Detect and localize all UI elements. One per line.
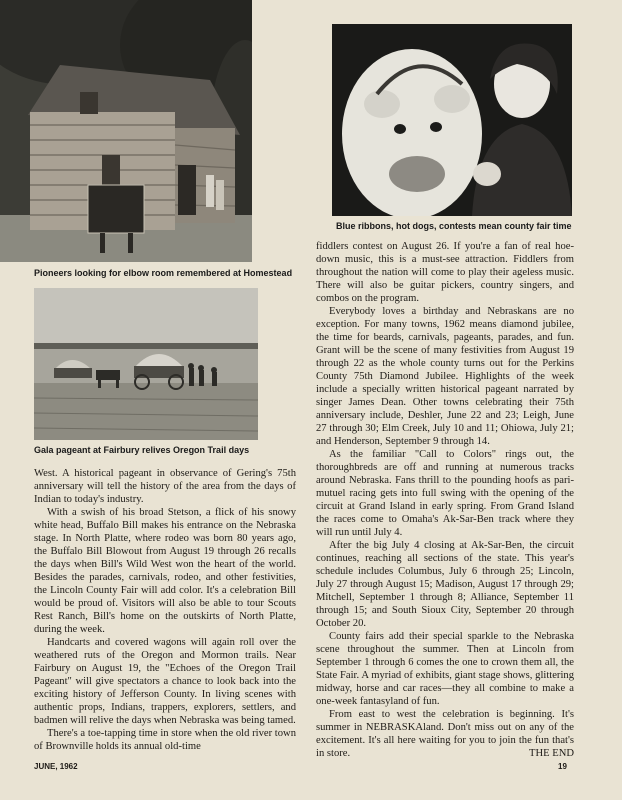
right-paragraph: After the big July 4 closing at Ak-Sar-Ben, the circuit continues, reaching all sections of the state. This year's schedule includes Columbus, July 6 through 25; Lincoln, July 27 through August 15; Madison, August 17 through 29; Mitchell, September 1 through 8; Alliance, September 11 through 15; and South Sioux City, September 20 through October 20. — [316, 540, 574, 629]
right-paragraph: As the familiar "Call to Colors" rings out, the thoroughbreds are off and running at numerous tracks around Nebraska. Fans thrill to the pounding hoofs as pari-mutuel racing gets into full swing with the opening of the circuit at Grand Island in early spring. From Grand Island the races come to Omaha's Ak-Sar-Ben track where they will run until July 4. — [316, 449, 574, 538]
right-paragraph: Everybody loves a birthday and Nebraskans are no exception. For many towns, 1962 means diamond jubilee, the time for beards, carnivals, pageants, parades, and fun. Grant will be the scene of many festivities from August 19 through 22 as the whole county turns out for the Perkins County 75th Diamond Jubilee. Highlights of the week include a specially written historical pageant narrated by singer James Dean. Other towns celebrating their 75th anniversary include, Deshler, June 22 and 23; Leigh, June 27 through 30; Elm Creek, July 10 and 11; Ohiowa, July 21; and Henderson, September 9 through 14. — [316, 306, 574, 447]
oregon-trail-photo — [34, 288, 258, 440]
left-paragraph: There's a toe-tapping time in store when the old river town of Brownville holds its annual old-time — [34, 728, 296, 752]
county-fair-photo — [332, 24, 572, 216]
right-paragraph: County fairs add their special sparkle to the Nebraska scene throughout the summer. Then at Lincoln from September 1 through 6 comes the one to crown them all, the State Fair. A myriad of exhibits, giant stage shows, glittering midway, horse and car races—they all combine to make a one-week fantasyland of fun. — [316, 631, 574, 707]
final-paragraph-text: From east to west the celebration is beginning. It's summer in NEBRASKAland. Don't miss out on any of the excitement. It's all here waiting for you to join the fun that's in store. — [316, 709, 574, 759]
homestead-photo — [0, 0, 252, 262]
left-paragraph: West. A historical pageant in observance of Gering's 75th anniversary will tell the history of the area from the days of Indian to today's industry. — [34, 468, 296, 505]
the-end-mark: THE END — [528, 748, 574, 759]
county-fair-caption: Blue ribbons, hot dogs, contests mean county fair time — [336, 221, 572, 231]
footer-date: JUNE, 1962 — [34, 762, 78, 771]
right-article-column — [316, 240, 574, 760]
right-paragraph: fiddlers contest on August 26. If you're a fan of real hoe-down music, this is a must-see attraction. Fiddlers from throughout the nation will come to play their ageless music. There will also be guitar pickers, country singers, and combos on the program. — [316, 241, 574, 304]
left-paragraph: With a swish of his broad Stetson, a flick of his snowy white head, Buffalo Bill makes his entrance on the Nebraska stage. In North Platte, where rodeo was born 80 years ago, the Buffalo Bill Blowout from August 19 through 26 recalls the days when Bill's Wild West won the heart of the world. Besides the parades, carnivals, rodeo, and other festivities, the Lincoln County Fair will add color. It's a celebration Bill would be proud of. Visitors will also be able to tour Scouts Rest Ranch, Bill's home on the outskirts of North Platte, during the week. — [34, 507, 296, 635]
left-article-column — [34, 467, 296, 753]
homestead-caption: Pioneers looking for elbow room remembered at Homestead — [34, 268, 293, 278]
oregon-trail-caption: Gala pageant at Fairbury relives Oregon Trail days — [34, 445, 250, 455]
left-paragraph: Handcarts and covered wagons will again roll over the weathered ruts of the Oregon and Mormon trails. Near Fairbury on August 19, the "Echoes of the Oregon Trail Pageant" will give spectators a chance to look back into the exciting history of Jefferson County. In living scenes with authentic props, Indians, trappers, explorers, settlers, and badmen will relive the days when Nebraska was being tamed. — [34, 637, 296, 726]
right-paragraph-final — [316, 708, 574, 760]
page-number: 19 — [558, 762, 567, 771]
